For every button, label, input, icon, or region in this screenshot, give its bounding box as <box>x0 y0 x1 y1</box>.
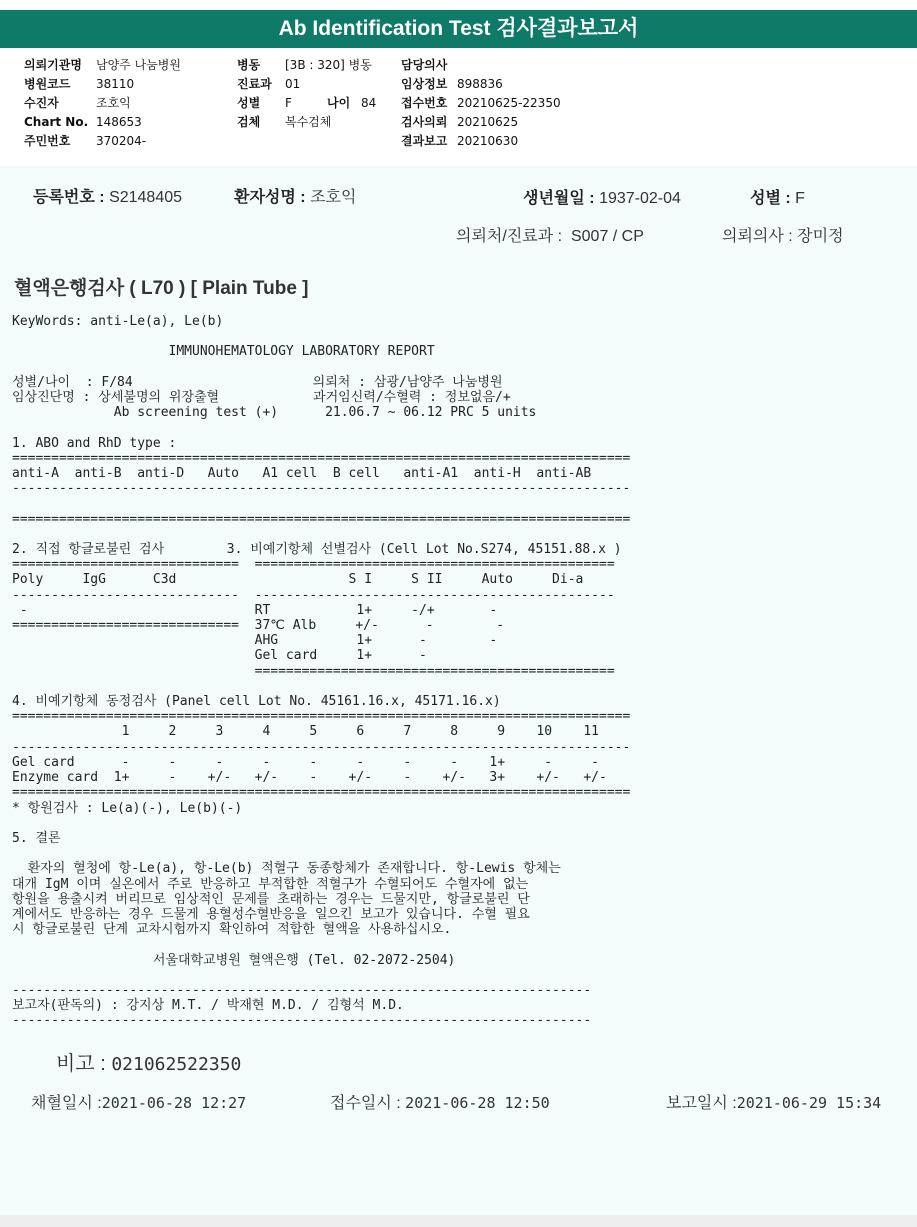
test-title: 혈액은행검사 ( L70 ) [ Plain Tube ] <box>14 278 309 299</box>
requesting-doctor: 의뢰의사 : 장미정 <box>722 228 844 245</box>
patient-sex: 성별 : F <box>750 190 805 207</box>
value-request-date: 20210625 <box>457 115 519 129</box>
header-col-1 <box>24 56 181 151</box>
bottom-strip <box>0 1215 917 1227</box>
label-clinical-info: 임상정보 <box>401 77 448 91</box>
label-report-date: 결과보고 <box>401 134 448 148</box>
collection-datetime: 채혈일시 :2021-06-28 12:27 <box>31 1094 247 1112</box>
label-chart-no: Chart No. <box>24 115 89 129</box>
label-receipt-no: 접수번호 <box>401 96 448 110</box>
label-specimen: 검체 <box>237 115 261 129</box>
label-age: 나이 <box>327 96 351 110</box>
value-hospital-code: 38110 <box>96 77 135 91</box>
value-receipt-no: 20210625-22350 <box>457 96 561 110</box>
label-institution: 의뢰기관명 <box>24 58 82 72</box>
top-margin <box>0 0 917 10</box>
value-report-date: 20210630 <box>457 134 519 148</box>
header-col-2 <box>237 56 376 132</box>
label-ward: 병동 <box>237 58 261 72</box>
value-ward: [3B : 320] 병동 <box>285 58 372 72</box>
header-col-3 <box>401 56 561 151</box>
date-of-birth: 생년월일 : 1937-02-04 <box>523 190 681 207</box>
value-resident-no: 370204- <box>96 134 147 148</box>
patient-name: 환자성명 : 조호익 <box>234 189 357 206</box>
label-sex: 성별 <box>237 96 261 110</box>
label-hospital-code: 병원코드 <box>24 77 71 91</box>
value-department: 01 <box>285 77 301 91</box>
value-sex: F <box>285 96 292 110</box>
report-datetime: 보고일시 :2021-06-29 15:34 <box>666 1094 882 1112</box>
label-patient: 수진자 <box>24 96 59 110</box>
requesting-department: 의뢰처/진료과 : S007 / CP <box>456 228 644 245</box>
label-request-date: 검사의뢰 <box>401 115 448 129</box>
receipt-datetime: 접수일시 : 2021-06-28 12:50 <box>330 1094 550 1112</box>
value-clinical-info: 898836 <box>457 77 503 91</box>
value-age: 84 <box>361 96 377 110</box>
lab-report-text: KeyWords: anti-Le(a), Le(b) IMMUNOHEMATOLOGY LABORATORY REPORT 성별/나이 : F/84 의뢰처 : 삼광/남양주 나눔병원 임상진단명 : 상세불명의 위장출혈 과거임신력/수혈력 : 정보없음/+ Ab screening test (+) 21.06.7 ~ 06.12 PRC 5 units 1. ABO and RhD type : =============================================================================== anti-A anti-B anti-D Auto A1 cell B cell anti-A1 anti-H anti-AB ------------------------------------------------------------------------------- =============================================================================== 2. 직접 항글로불린 검사 3. 비예기항체 선별검사 (Cell Lot No.S274, 45151.88.x ) ============================= ============================================== Poly IgG C3d S I S II Auto Di-a ----------------------------- ---------------------------------------------- - RT 1+ -/+ - ============================= 37℃ Alb +/- - - AHG 1+ - - Gel card 1+ - ============================================== 4. 비예기항체 동정검사 (Panel cell Lot No. 45161.16.x, 45171.16.x) =============================================================================== 1 2 3 4 5 6 7 8 9 10 11 ------------------------------------------------------------------------------- Gel card - - - - - - - - 1+ - - Enzyme card 1+ - +/- +/- - +/- - +/- 3+ +/- +/- =============================================================================== * 항원검사 : Le(a)(-), Le(b)(-) 5. 결론 환자의 혈청에 항-Le(a), 항-Le(b) 적혈구 동종항체가 존재합니다. 항-Lewis 항체는 대개 IgM 이며 실온에서 주로 반응하고 부적합한 적혈구가 수혈되어도 수혈자에 없는 항원을 용출시켜 버리므로 임상적인 문제를 초래하는 경우는 드물지만, 항글로불린 단 계에서도 반응하는 경우 드물게 용혈성수혈반응을 일으킨 보고가 있습니다. 수혈 필요 시 항글로불린 단계 교차시험까지 확인하여 적합한 혈액을 사용하십시오. 서울대학교병원 혈액은행 (Tel. 02-2072-2504) -------------------------------------------------------------------------- 보고자(판독의) : 강지상 M.T. / 박재현 M.D. / 김형석 M.D. -------------------------------------------------------------------------- <box>12 314 631 1029</box>
label-doctor: 담당의사 <box>401 58 448 72</box>
value-institution: 남양주 나눔병원 <box>96 58 181 72</box>
registration-number: 등록번호 : S2148405 <box>33 189 183 206</box>
report-title: Ab Identification Test 검사결과보고서 <box>0 10 917 48</box>
value-specimen: 복수검체 <box>285 115 332 129</box>
remark: 비고 : 021062522350 <box>56 1053 242 1075</box>
value-patient: 조호익 <box>96 96 131 110</box>
value-chart-no: 148653 <box>96 115 142 129</box>
label-department: 진료과 <box>237 77 272 91</box>
label-resident-no: 주민번호 <box>24 134 71 148</box>
header-info <box>0 48 917 167</box>
